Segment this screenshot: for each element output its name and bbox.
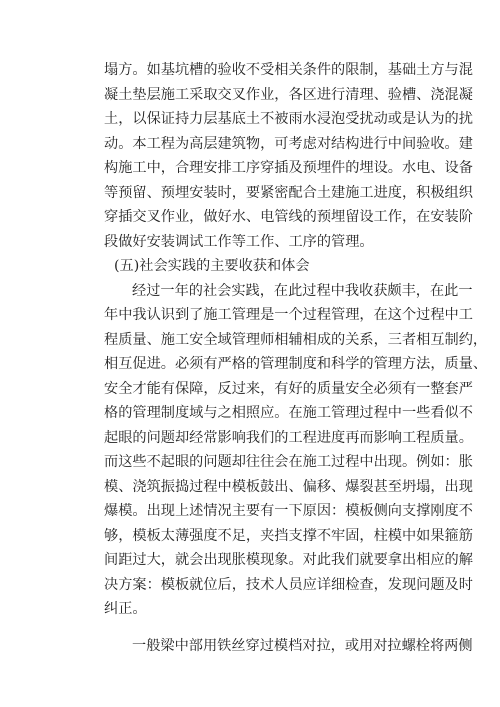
section-heading: (五)社会实践的主要收获和体会 [114,258,310,274]
text-line: 而这些不起眼的问题却往往会在施工过程中出现。例如：胀 [104,454,473,470]
text-line: 段做好安装调试工作等工作、工序的管理。 [104,233,374,250]
text-line: 程质量、施工安全域管理师相辅相成的关系，三者相互制约， [104,331,488,348]
text-line: 相互促进。必须有严格的管理制度和科学的管理方法，质量、 [104,356,488,372]
paragraph-formwork [104,634,473,659]
text-line: 爆模。出现上述情况主要有一下原因：模板侧向支撑刚度不 [104,503,473,519]
text-line: 起眼的问题却经常影响我们的工程进度再而影响工程质量。 [104,429,473,446]
text-line: 间距过大，就会出现胀模现象。对此我们就要拿出相应的解 [104,552,473,568]
text-line: 模、浇筑振捣过程中模板鼓出、偏移、爆裂甚至坍塌，出现 [104,478,473,495]
text-line: 穿插交叉作业，做好水、电管线的预埋留设工作，在安装阶 [104,209,473,225]
text-line: 年中我认识到了施工管理是一个过程管理，在这个过程中工 [104,307,473,323]
text-line: 纠正。 [104,601,147,617]
text-line: 一般梁中部用铁丝穿过模档对拉，或用对拉螺栓将两侧 [132,637,473,654]
text-line: 塌方。如基坑槽的验收不受相关条件的限制，基础土方与混 [104,62,473,78]
text-line: 决方案：模板就位后，技术人员应详细检查，发现问题及时 [104,576,473,593]
text-line: 经过一年的社会实践，在此过程中我收获颇丰，在此一 [132,282,473,299]
text-line: 土，以保证持力层基底土不被雨水浸泡受扰动或是认为的扰 [104,111,473,127]
paragraph-spacer [104,622,457,634]
text-line: 凝土垫层施工采取交叉作业，各区进行清理、验槽、浇混凝 [104,86,473,103]
text-line: 动。本工程为高层建筑物，可考虑对结构进行中间验收。建 [104,135,473,152]
text-line: 安全才能有保障，反过来，有好的质量安全必须有一整套严 [104,380,473,397]
paragraph-practice-summary [104,279,488,622]
text-line: 格的管理制度域与之相照应。在施工管理过程中一些看似不 [104,405,473,421]
text-line: 等预留、预埋安装时，要紧密配合土建施工进度，积极组织 [104,184,473,201]
text-line: 构施工中，合理安排工序穿插及预埋件的埋设。水电、设备 [104,160,473,176]
document-body [104,58,488,658]
text-line: 够，模板太薄强度不足，夹挡支撑不牢固，柱模中如果箍筋 [104,527,473,544]
paragraph-site-management [104,58,473,254]
